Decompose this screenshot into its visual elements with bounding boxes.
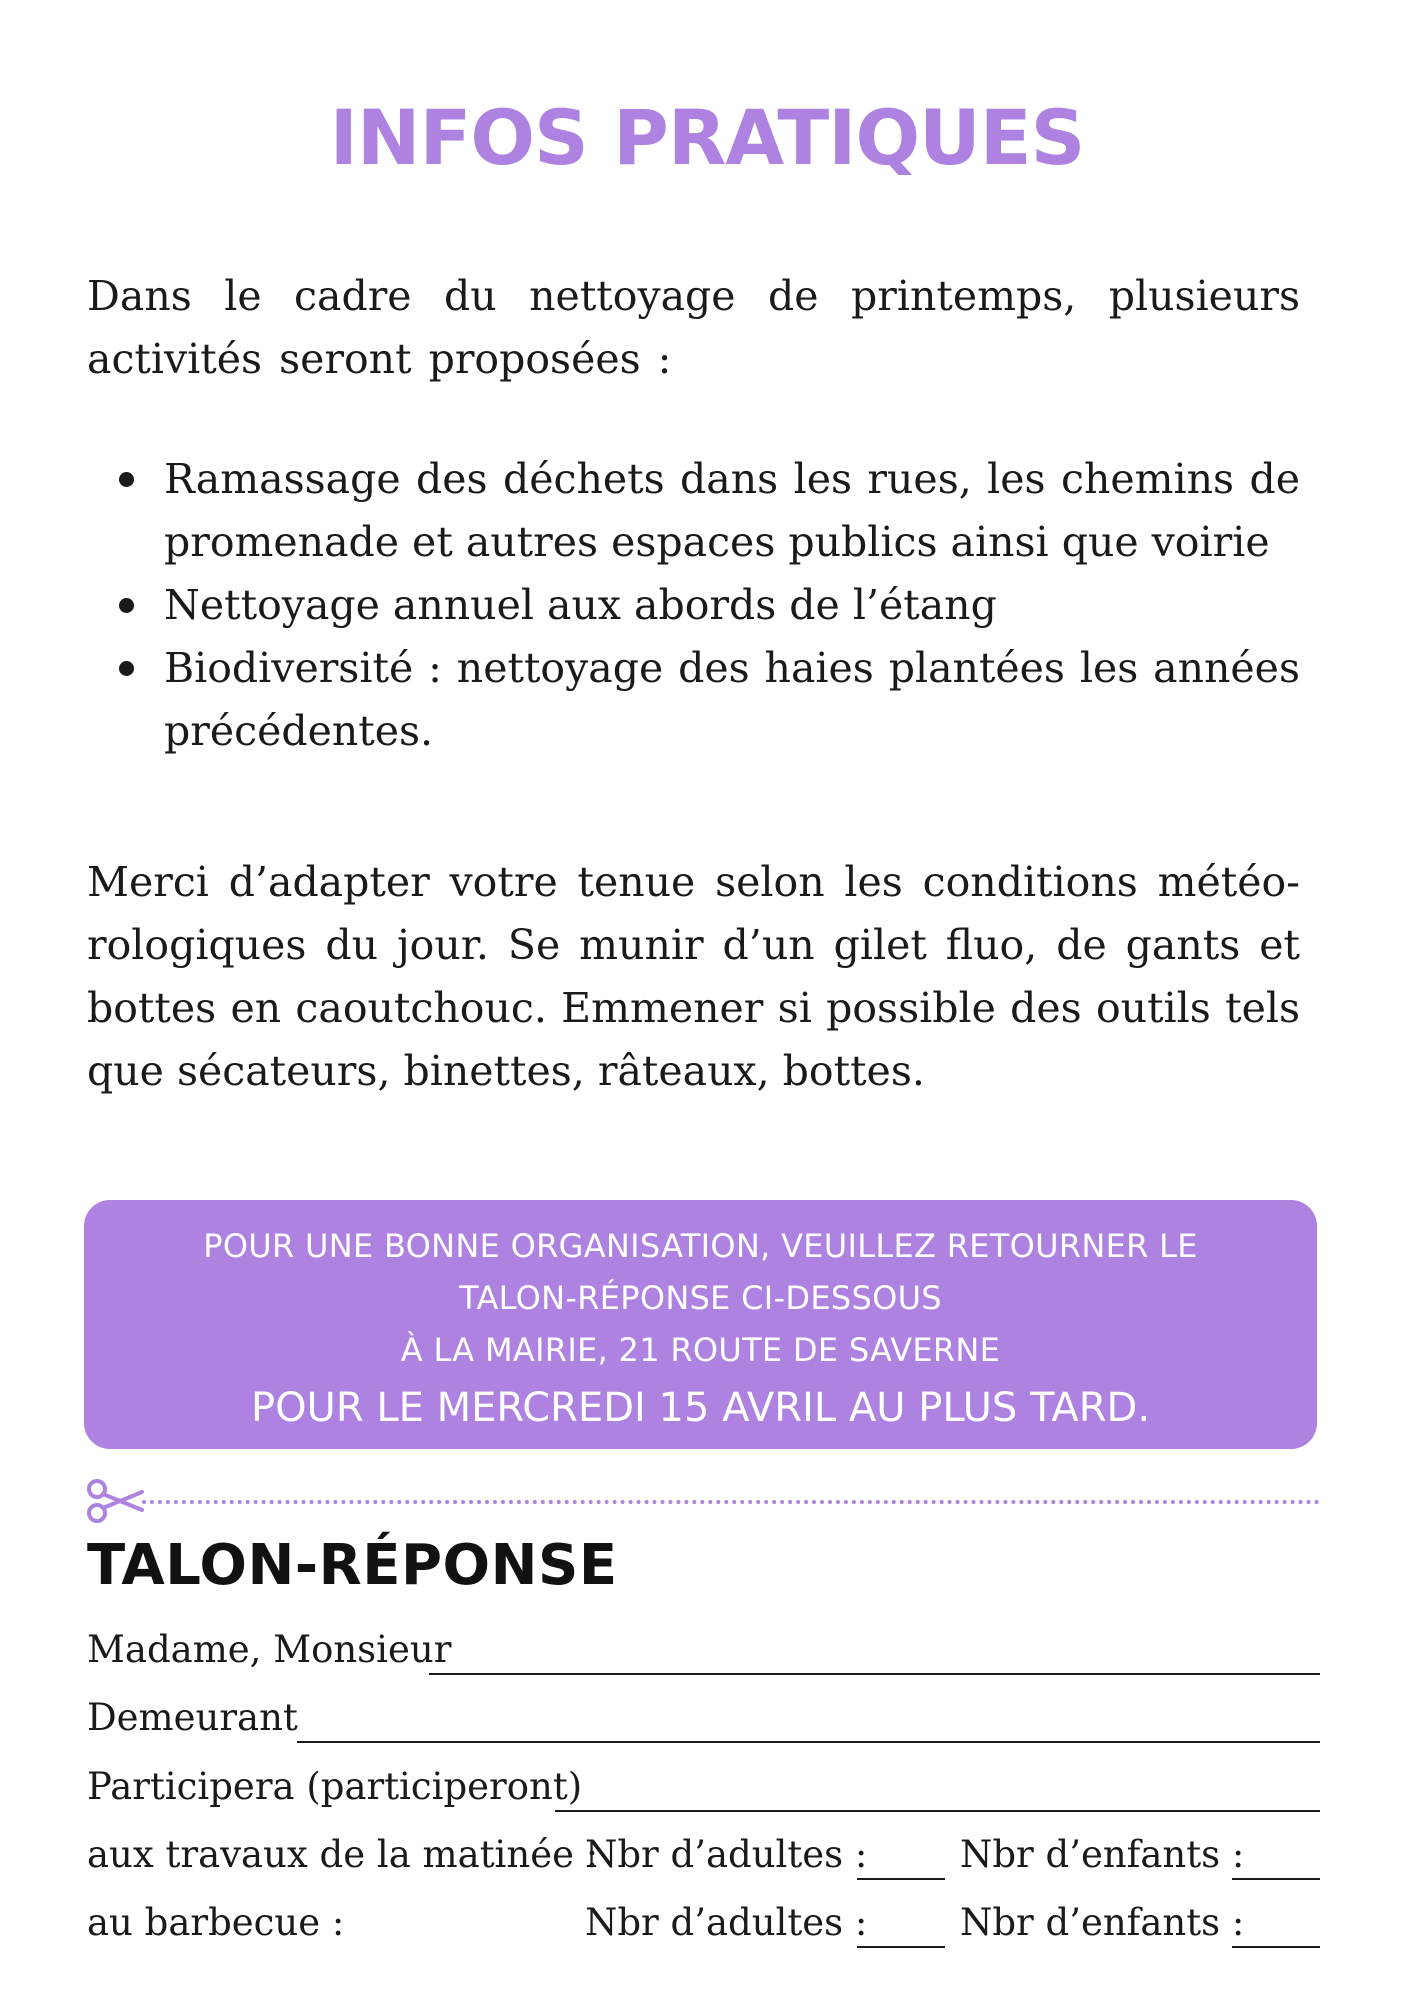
list-item <box>87 448 1300 574</box>
notice-line-2: TALON-RÉPONSE CI-DESSOUS <box>459 1279 942 1317</box>
name-label: Madame, Monsieur <box>87 1628 452 1671</box>
bullet-dot-icon <box>119 598 134 613</box>
dotted-divider <box>142 1500 1320 1504</box>
morning-children-label: Nbr d’enfants : <box>960 1833 1245 1876</box>
activities-list <box>87 448 1300 763</box>
morning-row <box>87 1830 1320 1886</box>
list-item <box>87 637 1300 763</box>
bullet-dot-icon <box>119 472 134 487</box>
activity-text: Ramassage des déchets dans les rues, les chemins de promenade et autres espaces publics ainsi que voirie <box>164 455 1300 566</box>
cut-line <box>84 1476 1320 1526</box>
bbq-row <box>87 1898 1320 1954</box>
address-label: Demeurant <box>87 1696 298 1739</box>
activity-text: Nettoyage annuel aux abords de l’étang <box>164 581 997 629</box>
bbq-children-field[interactable] <box>1232 1946 1320 1948</box>
intro-paragraph: Dans le cadre du nettoyage de printemps, plusieurs activités seront proposées : <box>87 272 1300 383</box>
bbq-adults-field[interactable] <box>857 1946 945 1948</box>
bbq-label: au barbecue : <box>87 1901 345 1944</box>
page-title: INFOS PRATIQUES <box>329 93 1085 182</box>
scissors-icon <box>84 1476 146 1526</box>
bbq-adults-label: Nbr d’adultes : <box>585 1901 868 1944</box>
participation-label: Participera (participeront) <box>87 1765 583 1808</box>
morning-adults-field[interactable] <box>857 1878 945 1880</box>
name-row <box>87 1625 1320 1681</box>
notice-line-1: POUR UNE BONNE ORGANISATION, VEUILLEZ RETOURNER LE <box>203 1227 1198 1265</box>
notice-deadline: POUR LE MERCREDI 15 AVRIL AU PLUS TARD. <box>250 1385 1151 1431</box>
reply-form-title: TALON-RÉPONSE <box>87 1533 618 1598</box>
morning-label: aux travaux de la matinée : <box>87 1833 599 1876</box>
bbq-children-label: Nbr d’enfants : <box>960 1901 1245 1944</box>
morning-children-field[interactable] <box>1232 1878 1320 1880</box>
list-item <box>87 574 1300 637</box>
advice-paragraph: Merci d’adapter votre tenue selon les conditions météo-rologiques du jour. Se munir d’un gilet fluo, de gants et bottes en caoutchouc. Emmener si possible des outils tels que sécateurs, binettes, râteaux, bottes. <box>87 858 1300 1095</box>
notice-box <box>84 1200 1317 1449</box>
participation-field[interactable] <box>555 1810 1320 1812</box>
morning-adults-label: Nbr d’adultes : <box>585 1833 868 1876</box>
address-field[interactable] <box>297 1741 1320 1743</box>
address-row <box>87 1693 1320 1749</box>
activity-text: Biodiversité : nettoyage des haies plantées les années précédentes. <box>164 644 1300 755</box>
bullet-dot-icon <box>119 661 134 676</box>
notice-line-3: À LA MAIRIE, 21 ROUTE DE SAVERNE <box>400 1331 1001 1369</box>
participation-row <box>87 1762 1320 1818</box>
name-field[interactable] <box>429 1673 1320 1675</box>
